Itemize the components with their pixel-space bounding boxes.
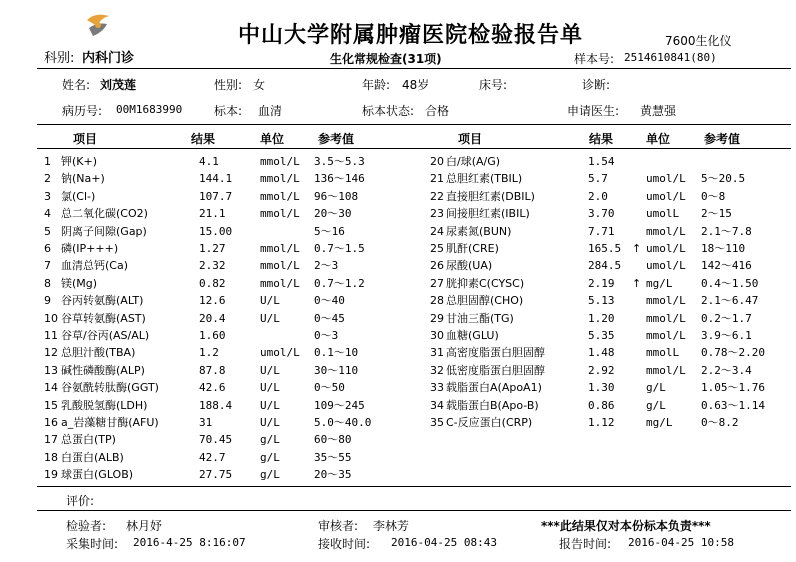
divider-comment [37,510,791,511]
test-name: 镁(Mg) [61,276,98,290]
test-name: 钾(K+) [61,155,98,168]
specimen-label: 标本: [214,104,243,118]
test-name: 碱性磷酸酶(ALP) [61,363,145,377]
reference-range: 0.4～1.50 [701,276,759,290]
result-value: 2.19 [588,276,615,290]
result-value: 1.60 [199,329,226,342]
test-name: 载脂蛋白A(ApoA1) [446,381,542,395]
unit-value: mmol/L [260,172,300,186]
row-number: 2 [44,172,51,186]
reference-range: 2～15 [701,207,732,221]
unit-value: U/L [260,416,280,429]
reference-range: 20～30 [314,207,352,221]
inspector-value: 林月妤 [126,519,163,533]
receive-time-value: 2016-04-25 08:43 [391,536,497,549]
table-row [0,397,796,414]
right-header-unit: 单位 [646,132,671,146]
row-number: 34 [430,398,444,412]
test-name: 高密度脂蛋白胆固醇 [446,346,545,360]
row-number: 30 [430,329,444,342]
unit-value: mg/L [646,416,673,429]
table-row [0,414,796,431]
row-number: 10 [44,311,58,325]
reference-range: 5.0～40.0 [314,416,372,429]
right-header-reference: 参考值 [704,132,741,146]
row-number: 15 [44,398,58,412]
receive-time-label: 接收时间: [318,537,371,551]
reference-range: 0.7～1.5 [314,242,365,255]
result-value: 5.35 [588,329,615,342]
unit-value: U/L [260,294,280,308]
result-value: 70.45 [199,433,233,447]
row-number: 16 [44,416,58,429]
result-value: 42.6 [199,381,226,395]
department-value: 内科门诊 [82,51,135,66]
table-row [0,431,796,448]
row-number: 31 [430,346,444,360]
table-row [0,240,796,257]
unit-value: umol/L [646,189,686,203]
unit-value: umol/L [646,259,686,273]
sample-no-value: 2514610841(80) [624,51,717,64]
diagnosis-label: 诊断: [582,78,611,92]
row-number: 22 [430,189,444,203]
result-value: 15.00 [199,224,233,238]
table-row [0,310,796,327]
row-number: 26 [430,259,444,273]
unit-value: g/L [646,381,666,395]
test-name: 谷氨酰转肽酶(GGT) [61,381,159,395]
test-name: 尿素氮(BUN) [446,224,512,238]
record-no-label: 病历号: [62,104,103,118]
left-header-result: 结果 [191,132,216,146]
test-name: 尿酸(UA) [446,259,493,273]
row-number: 19 [44,468,58,482]
reference-range: 1.05～1.76 [701,381,765,395]
result-value: 20.4 [199,311,226,325]
result-value: 1.54 [588,155,615,168]
row-number: 23 [430,207,444,221]
test-name: 总二氧化碳(CO2) [61,207,148,221]
result-value: 4.1 [199,155,219,168]
result-value: 165.5 [588,242,622,255]
patient-age: 48岁 [402,78,430,92]
reference-range: 0～8 [701,189,726,203]
test-name: 血糖(GLU) [446,329,499,342]
reference-range: 109～245 [314,398,365,412]
reference-range: 0～45 [314,311,345,325]
result-value: 284.5 [588,259,622,273]
right-header-result: 结果 [589,132,614,146]
row-number: 28 [430,294,444,308]
result-value: 0.82 [199,276,226,290]
inspector-label: 检验者: [66,519,107,533]
result-value: 27.75 [199,468,233,482]
result-value: 1.48 [588,346,615,360]
result-value: 107.7 [199,189,233,203]
result-value: 0.86 [588,398,615,412]
row-number: 4 [44,207,51,221]
test-name: 氯(Cl-) [61,189,96,203]
unit-value: mmol/L [646,363,686,377]
test-name: 肌酐(CRE) [446,242,499,255]
result-value: 188.4 [199,398,233,412]
test-name: 磷(IP+++) [61,242,119,255]
row-number: 5 [44,224,51,238]
test-name: 白/球(A/G) [446,155,501,168]
unit-value: g/L [260,450,280,464]
test-name: 生化常规检查(31项) [330,52,442,66]
reference-range: 96～108 [314,189,359,203]
test-name: C-反应蛋白(CRP) [446,416,533,429]
reference-range: 2.1～6.47 [701,294,759,308]
result-value: 31 [199,416,213,429]
reference-range: 0.2～1.7 [701,311,752,325]
result-value: 1.20 [588,311,615,325]
department-label: 科别: [44,51,75,66]
record-no-value: 00M1683990 [116,103,183,116]
reference-range: 60～80 [314,433,352,447]
unit-value: mmol/L [646,224,686,238]
reference-range: 0.7～1.2 [314,276,365,290]
row-number: 21 [430,172,444,186]
left-header-reference: 参考值 [318,132,355,146]
unit-value: mmol/L [646,329,686,342]
result-value: 21.1 [199,207,226,221]
result-value: 12.6 [199,294,226,308]
specimen-status-value: 合格 [425,104,450,118]
table-row [0,292,796,309]
test-name: 谷草/谷丙(AS/AL) [61,329,150,342]
test-name: 钠(Na+) [61,172,105,186]
reviewer-value: 李林芳 [373,519,410,533]
specimen-value: 血清 [258,104,283,118]
abnormal-flag: ↑ [632,242,642,255]
left-header-item: 项目 [73,132,98,146]
unit-value: mmol/L [260,155,300,168]
row-number: 12 [44,346,58,360]
unit-value: mmol/L [260,242,300,255]
result-value: 2.92 [588,363,615,377]
result-value: 1.30 [588,381,615,395]
test-name: 白蛋白(ALB) [61,450,124,464]
collect-time-label: 采集时间: [66,537,119,551]
unit-value: U/L [260,381,280,395]
unit-value: U/L [260,398,280,412]
test-name: 乳酸脱氢酶(LDH) [61,398,148,412]
test-name: 胱抑素C(CYSC) [446,276,525,290]
unit-value: mmol/L [260,207,300,221]
result-value: 1.27 [199,242,226,255]
table-row [0,223,796,240]
unit-value: umolL [646,207,680,221]
unit-value: umol/L [646,242,686,255]
unit-value: g/L [260,468,280,482]
test-name: 甘油三酯(TG) [446,311,514,325]
row-number: 18 [44,450,58,464]
row-number: 20 [430,155,444,168]
reference-range: 2.1～7.8 [701,224,752,238]
comment-label: 评价: [66,494,95,508]
reference-range: 20～35 [314,468,352,482]
row-number: 9 [44,294,51,308]
reference-range: 142～416 [701,259,752,273]
left-header-unit: 单位 [260,132,285,146]
unit-value: U/L [260,311,280,325]
reference-range: 30～110 [314,363,359,377]
reviewer-label: 审核者: [318,519,359,533]
reference-range: 0～40 [314,294,345,308]
row-number: 27 [430,276,444,290]
row-number: 35 [430,416,444,429]
row-number: 32 [430,363,444,377]
unit-value: mmol/L [646,294,686,308]
reference-range: 2.2～3.4 [701,363,752,377]
test-name: 总胆红素(TBIL) [446,172,523,186]
sample-no-label: 样本号: [574,52,615,66]
test-name: 间接胆红素(IBIL) [446,207,530,221]
reference-range: 0.78～2.20 [701,346,765,360]
test-name: 谷丙转氨酶(ALT) [61,294,144,308]
doctor-label: 申请医生: [567,104,620,118]
specimen-status-label: 标本状态: [362,104,415,118]
collect-time-value: 2016-4-25 8:16:07 [133,536,246,549]
reference-range: 18～110 [701,242,746,255]
unit-value: mmolL [646,346,680,360]
bed-label: 床号: [479,78,508,92]
reference-range: 3.9～6.1 [701,329,752,342]
row-number: 14 [44,381,58,395]
reference-range: 0.1～10 [314,346,359,360]
row-number: 7 [44,259,51,273]
divider-patient [37,124,791,125]
test-name: 总胆汁酸(TBA) [61,346,136,360]
patient-sex: 女 [253,78,266,92]
test-name: 阴离子间隙(Gap) [61,224,147,238]
sex-label: 性别: [214,78,243,92]
row-number: 3 [44,189,51,203]
table-row [0,466,796,483]
reference-range: 35～55 [314,450,352,464]
patient-name: 刘茂莲 [100,78,137,92]
row-number: 8 [44,276,51,290]
result-value: 1.2 [199,346,219,360]
table-row [0,257,796,274]
reference-range: 136～146 [314,172,365,186]
table-row [0,205,796,222]
reference-range: 5～16 [314,224,345,238]
unit-value: umol/L [646,172,686,186]
right-header-item: 项目 [458,132,483,146]
result-value: 5.7 [588,172,608,186]
table-row [0,188,796,205]
unit-value: mmol/L [260,276,300,290]
logo-icon [83,10,113,40]
unit-value: U/L [260,363,280,377]
hospital-logo [83,10,113,40]
divider-header [37,148,791,149]
table-row [0,344,796,361]
test-name: 直接胆红素(DBIL) [446,189,535,203]
test-name: 载脂蛋白B(Apo-B) [446,398,539,412]
test-name: 血清总钙(Ca) [61,259,129,273]
reference-range: 0.63～1.14 [701,398,765,412]
result-value: 144.1 [199,172,233,186]
row-number: 33 [430,381,444,395]
reference-range: 0～3 [314,329,339,342]
test-name: 低密度脂蛋白胆固醇 [446,363,545,377]
unit-value: mmol/L [260,189,300,203]
row-number: 24 [430,224,444,238]
divider-top [37,68,791,69]
unit-value: mg/L [646,276,673,290]
test-name: 总胆固醇(CHO) [446,294,524,308]
reference-range: 0～8.2 [701,416,739,429]
table-row [0,153,796,170]
reference-range: 0～50 [314,381,345,395]
report-title: 中山大学附属肿瘤医院检验报告单 [238,23,584,48]
divider-results [37,486,791,487]
reference-range: 2～3 [314,259,339,273]
report-time-label: 报告时间: [559,537,612,551]
table-row [0,449,796,466]
instrument-name: 7600生化仪 [665,34,732,48]
unit-value: umol/L [260,346,300,360]
row-number: 29 [430,311,444,325]
row-number: 6 [44,242,51,255]
result-value: 3.70 [588,207,615,221]
row-number: 13 [44,363,58,377]
report-time-value: 2016-04-25 10:58 [628,536,734,549]
result-value: 42.7 [199,450,226,464]
table-row [0,170,796,187]
table-row [0,379,796,396]
unit-value: mmol/L [260,259,300,273]
result-value: 1.12 [588,416,615,429]
abnormal-flag: ↑ [632,276,642,290]
age-label: 年龄: [362,78,391,92]
table-row [0,275,796,292]
row-number: 11 [44,329,58,342]
disclaimer: ***此结果仅对本份标本负责*** [541,519,711,533]
table-row [0,362,796,379]
test-name: 总蛋白(TP) [61,433,116,447]
unit-value: g/L [260,433,280,447]
result-value: 7.71 [588,224,615,238]
table-row [0,327,796,344]
row-number: 25 [430,242,444,255]
result-value: 2.0 [588,189,608,203]
reference-range: 5～20.5 [701,172,746,186]
row-number: 1 [44,155,51,168]
row-number: 17 [44,433,58,447]
doctor-value: 黄慧强 [640,104,677,118]
reference-range: 3.5～5.3 [314,155,365,168]
unit-value: mmol/L [646,311,686,325]
result-value: 5.13 [588,294,615,308]
test-name: 谷草转氨酶(AST) [61,311,146,325]
name-label: 姓名: [62,78,91,92]
test-name: 球蛋白(GLOB) [61,468,134,482]
result-value: 87.8 [199,363,226,377]
test-name: a_岩藻糖甘酶(AFU) [61,416,159,429]
result-value: 2.32 [199,259,226,273]
unit-value: g/L [646,398,666,412]
